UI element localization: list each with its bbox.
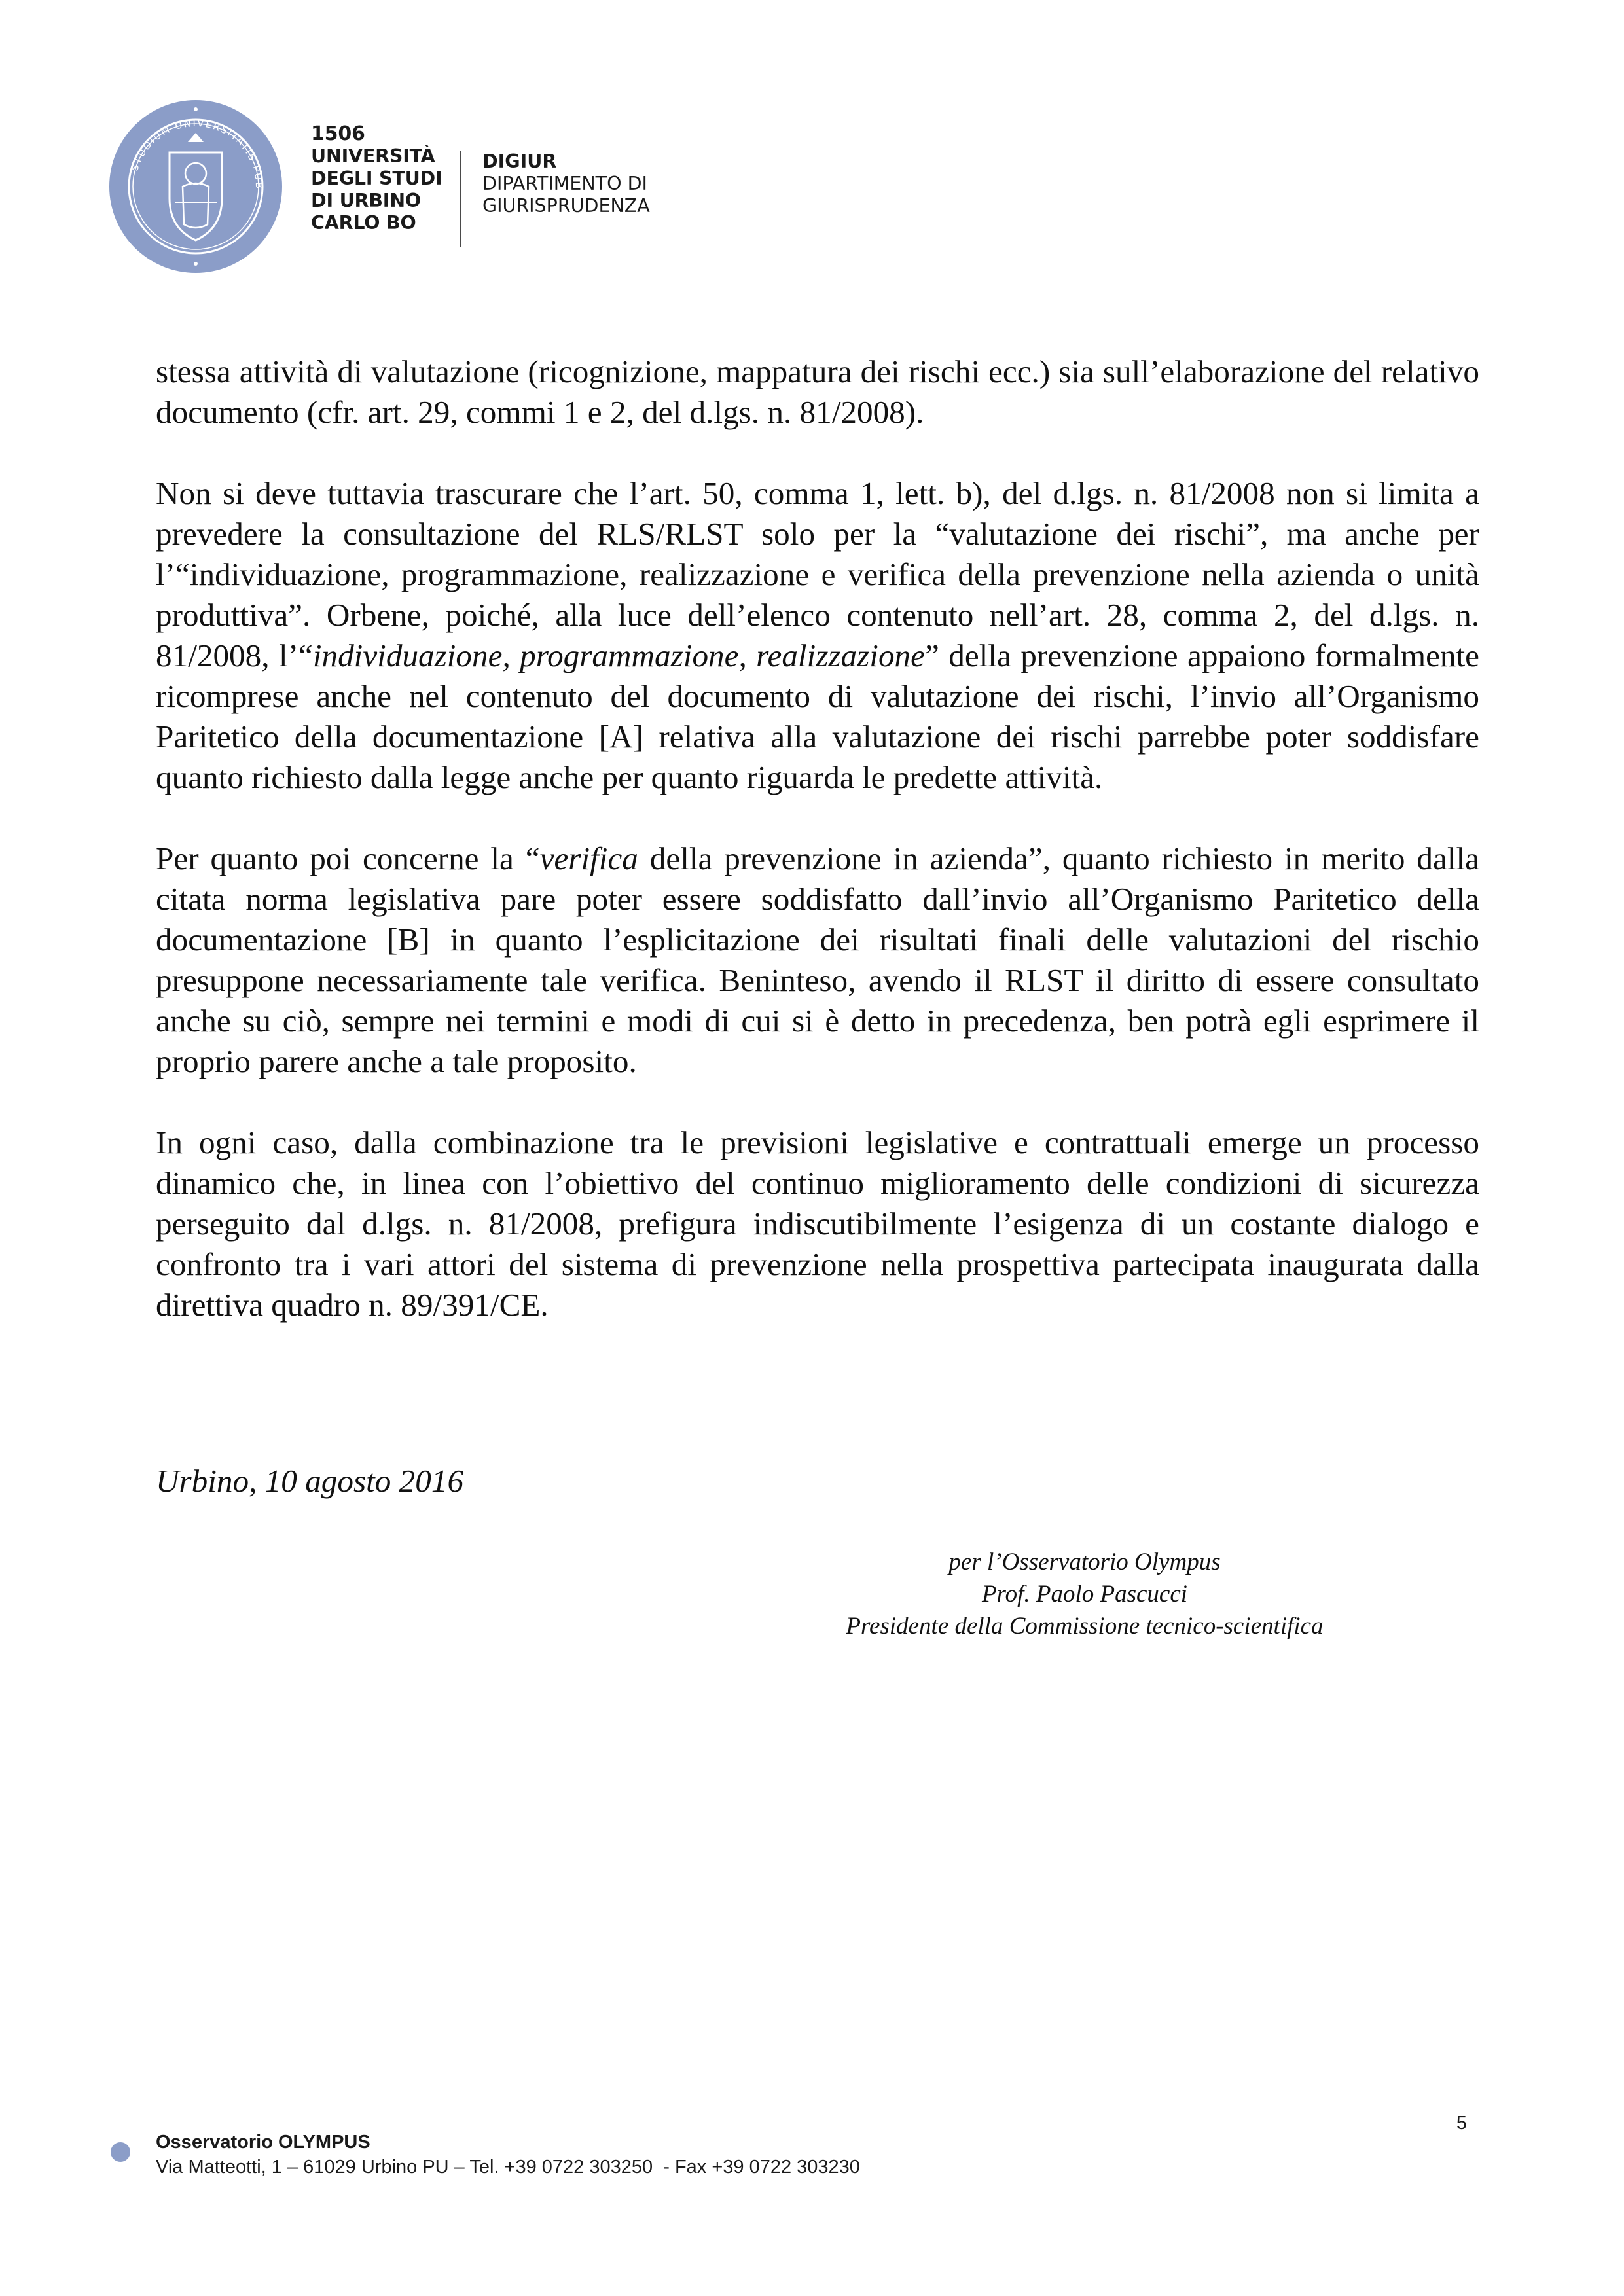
bullet-dot-icon (111, 2142, 130, 2162)
paragraph-3-text-b: della prevenzione in azienda”, quanto richiesto in merito dalla citata norma legislativa pare poter essere soddisfatto dall’invio all’Organismo Paritetico della documentazione [B] in quanto l’esplicitazione dei risultati finali delle valutazioni del rischio presuppone necessariamente tale verifica. Beninteso, avendo il RLST il diritto di essere consultato anche su ciò, sempre nei termini e modi di cui si è detto in precedenza, ben potrà egli esprimere il proprio parere anche a tale proposito. (156, 840, 1479, 1079)
university-line-3: DI URBINO (311, 190, 421, 211)
footer-address: Via Matteotti, 1 – 61029 Urbino PU – Tel. +39 0722 303250 - Fax +39 0722 303230 (156, 2157, 860, 2178)
founding-year: 1506 (311, 122, 365, 145)
signature-block (712, 1546, 1366, 1642)
department-name (482, 151, 718, 217)
signature-line-2: Prof. Paolo Pascucci (981, 1581, 1188, 1607)
header-divider (460, 151, 461, 247)
university-line-2: DEGLI STUDI (311, 168, 442, 189)
signature-line-1: per l’Osservatorio Olympus (948, 1549, 1221, 1575)
paragraph-2-italic: individuazione, programmazione, realizzazione (312, 637, 925, 673)
place-and-date: Urbino, 10 agosto 2016 (156, 1463, 464, 1499)
university-seal-icon (109, 100, 282, 273)
page-number: 5 (1456, 2113, 1467, 2134)
paragraph-3 (156, 838, 1479, 1082)
university-name (311, 123, 455, 234)
signature-line-3: Presidente della Commissione tecnico-scientifica (846, 1613, 1324, 1640)
paragraph-2-text-a: Non si deve tuttavia trascurare che l’art. 50, comma 1, lett. b), del d.lgs. n. 81/2008 non si limita a prevedere la consultazione del RLS/RLST solo per la “valutazione dei rischi”, ma anche per l’“individuazione, programmazione, realizzazione e verifica della prevenzione nella azienda o unità produttiva”. Orbene, poiché, alla luce dell’elenco contenuto nell’art. 28, comma 2, del d.lgs. n. 81/2008, l’“ (156, 475, 1479, 673)
paragraph-3-text-a: Per quanto poi concerne la “ (156, 840, 540, 876)
document-body (156, 351, 1479, 1325)
department-line-2: GIURISPRUDENZA (482, 195, 650, 217)
paragraph-1: stessa attività di valutazione (ricognizione, mappatura dei rischi ecc.) sia sull’elaborazione del relativo documento (cfr. art. 29, commi 1 e 2, del d.lgs. n. 81/2008). (156, 353, 1479, 430)
department-code: DIGIUR (482, 151, 557, 172)
department-line-1: DIPARTIMENTO DI (482, 173, 647, 194)
svg-text:STUDIUM UNIVERSITATIS PUBLICA: STUDIUM UNIVERSITATIS PUB (128, 117, 266, 190)
university-line-1: UNIVERSITÀ (311, 145, 435, 167)
paragraph-2 (156, 473, 1479, 798)
paragraph-4: In ogni caso, dalla combinazione tra le previsioni legislative e contrattuali emerge un processo dinamico che, in linea con l’obiettivo del continuo miglioramento delle condizioni di sicurezza perseguito dal d.lgs. n. 81/2008, prefigura indiscutibilmente l’esigenza di un costante dialogo e confronto tra i vari attori del sistema di prevenzione nella prospettiva partecipata inaugurata dalla direttiva quadro n. 89/391/CE. (156, 1124, 1479, 1323)
university-line-4: CARLO BO (311, 212, 416, 234)
footer-organization: Osservatorio OLYMPUS (156, 2132, 370, 2153)
paragraph-3-italic: verifica (539, 840, 638, 876)
paragraph-2-text-b: ” della prevenzione appaiono formalmente ricomprese anche nel contenuto del documento di valutazione dei rischi, l’invio all’Organismo Paritetico della documentazione [A] relativa alla valutazione dei rischi parrebbe poter soddisfare quanto richiesto dalla legge anche per quanto riguarda le predette attività. (156, 637, 1480, 795)
